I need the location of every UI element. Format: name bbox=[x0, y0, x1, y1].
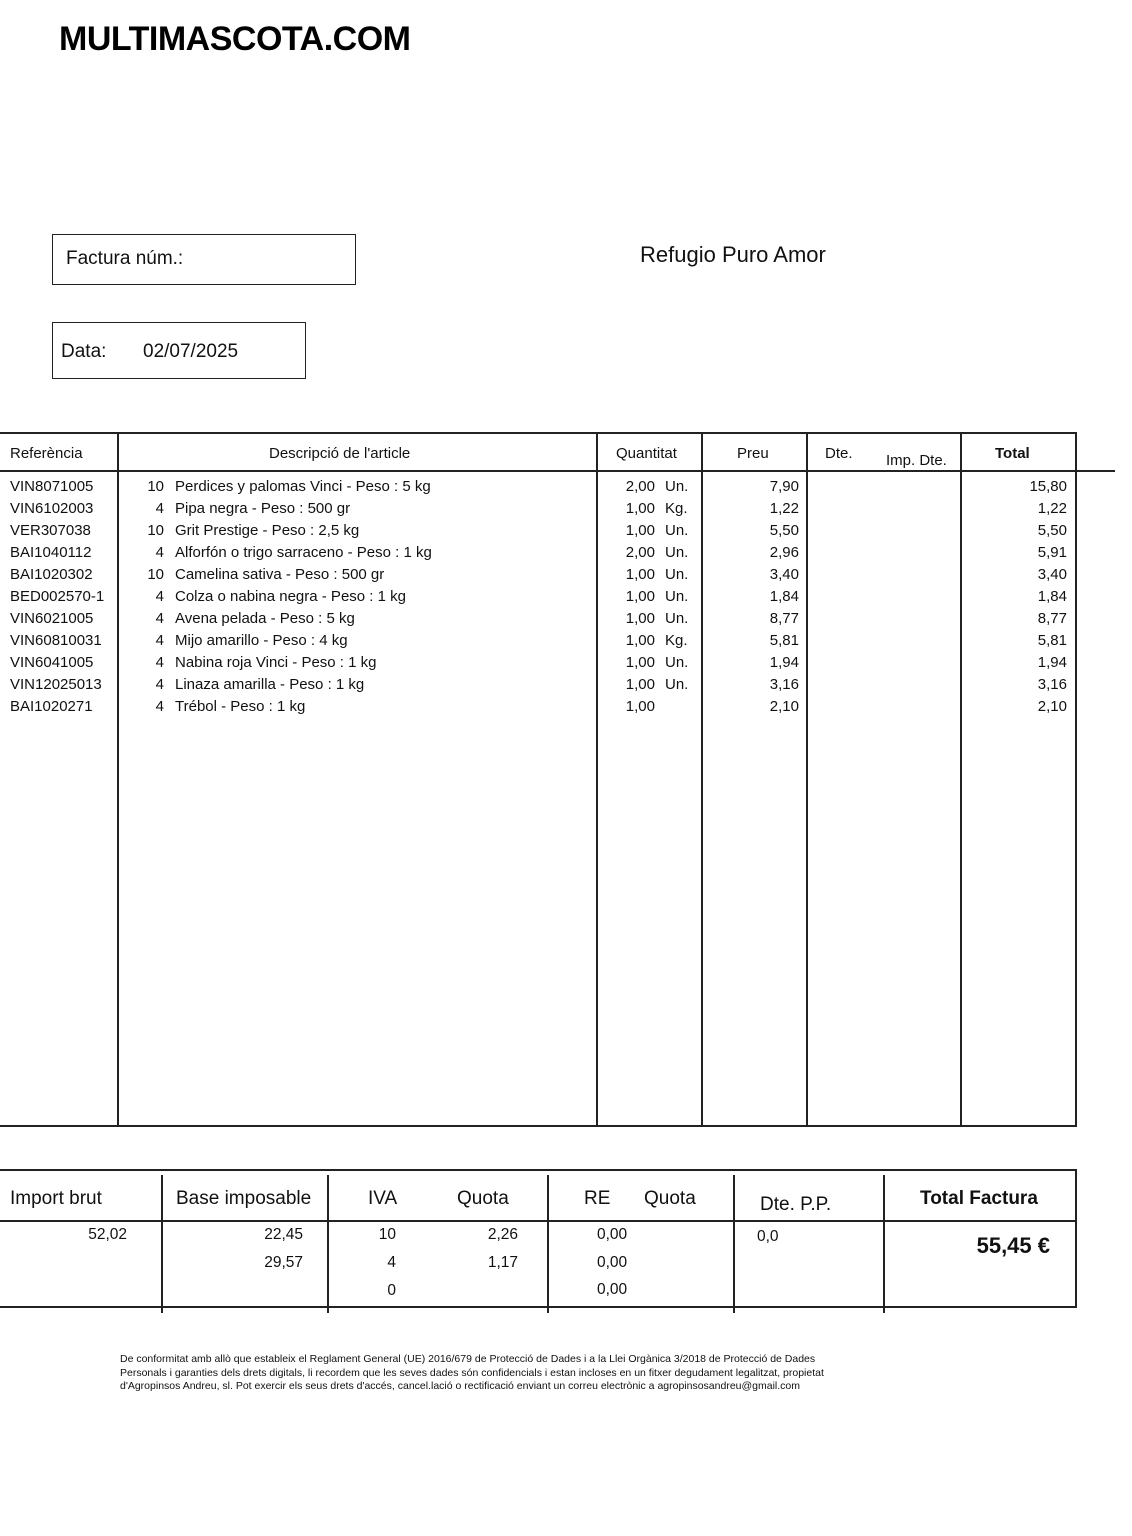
header-imp-dte: Imp. Dte. bbox=[886, 452, 947, 469]
row-iva: 4 bbox=[155, 544, 164, 561]
header-iva: IVA bbox=[368, 1188, 398, 1209]
row-price: 7,90 bbox=[769, 478, 799, 495]
row-total: 3,40 bbox=[1037, 566, 1067, 583]
row-unit: Kg. bbox=[665, 632, 688, 649]
quota-value-1: 2,26 bbox=[487, 1226, 518, 1243]
brand-title: MULTIMASCOTA.COM bbox=[59, 20, 411, 58]
row-desc: Mijo amarillo - Peso : 4 kg bbox=[175, 632, 348, 649]
iva-rate-3: 0 bbox=[387, 1282, 396, 1299]
row-ref: VIN60810031 bbox=[10, 632, 102, 649]
table-row bbox=[0, 654, 1077, 676]
table-row bbox=[0, 478, 1077, 500]
re-value-3: 0,00 bbox=[597, 1281, 628, 1298]
row-unit: Un. bbox=[665, 522, 689, 539]
legal-notice: De conformitat amb allò que estableix el Reglament General (UE) 2016/679 de Protecció de Dades i a la Llei Orgànica 3/2018 de Protecció de Dades Personals i garanties dels drets digitals, li recordem que les seves dades són confidencials i estan incloses en un fitxer degudament legalitzat, propietat d'Agropinsos Andreu, sl. Pot exercir els seus drets d'accés, cancel.lació o rectificació enviant un correu electrònic a agropinsosandreu@gmail.com bbox=[120, 1353, 824, 1392]
row-qty: 1,00 bbox=[625, 588, 655, 605]
row-iva: 4 bbox=[155, 676, 164, 693]
row-total: 1,84 bbox=[1037, 588, 1067, 605]
row-qty: 1,00 bbox=[625, 566, 655, 583]
header-total: Total bbox=[995, 445, 1030, 462]
header-base-imposable: Base imposable bbox=[176, 1188, 312, 1209]
row-desc: Linaza amarilla - Peso : 1 kg bbox=[175, 676, 365, 693]
row-desc: Pipa negra - Peso : 500 gr bbox=[175, 500, 351, 517]
base-value-1: 22,45 bbox=[264, 1226, 303, 1243]
row-qty: 1,00 bbox=[625, 698, 655, 715]
iva-rate-2: 4 bbox=[387, 1254, 396, 1271]
row-iva: 10 bbox=[147, 566, 164, 583]
header-re-quota: Quota bbox=[644, 1188, 696, 1209]
table-row bbox=[0, 632, 1077, 654]
row-unit: Un. bbox=[665, 676, 689, 693]
row-total: 5,81 bbox=[1037, 632, 1067, 649]
row-total: 5,50 bbox=[1037, 522, 1067, 539]
row-price: 1,84 bbox=[769, 588, 799, 605]
row-desc: Alforfón o trigo sarraceno - Peso : 1 kg bbox=[175, 544, 432, 561]
header-price: Preu bbox=[737, 445, 769, 462]
row-price: 3,40 bbox=[769, 566, 799, 583]
row-qty: 1,00 bbox=[625, 610, 655, 627]
row-iva: 4 bbox=[155, 500, 164, 517]
row-price: 5,50 bbox=[769, 522, 799, 539]
header-dte-pp: Dte. P.P. bbox=[760, 1194, 832, 1215]
row-ref: VIN6021005 bbox=[10, 610, 94, 627]
table-row bbox=[0, 522, 1077, 544]
row-price: 2,96 bbox=[769, 544, 799, 561]
row-qty: 2,00 bbox=[625, 544, 655, 561]
row-total: 5,91 bbox=[1037, 544, 1067, 561]
header-dte: Dte. bbox=[825, 445, 853, 462]
row-desc: Nabina roja Vinci - Peso : 1 kg bbox=[175, 654, 377, 671]
row-iva: 10 bbox=[147, 522, 164, 539]
invoice-date-box bbox=[52, 322, 306, 379]
row-ref: BAI1040112 bbox=[10, 544, 92, 561]
row-price: 5,81 bbox=[769, 632, 799, 649]
row-desc: Trébol - Peso : 1 kg bbox=[175, 698, 306, 715]
import-brut-value: 52,02 bbox=[88, 1226, 127, 1243]
row-unit: Un. bbox=[665, 610, 689, 627]
row-unit: Un. bbox=[665, 566, 689, 583]
total-factura-value: 55,45 € bbox=[976, 1233, 1050, 1258]
row-qty: 1,00 bbox=[625, 632, 655, 649]
header-re: RE bbox=[584, 1188, 611, 1209]
table-row bbox=[0, 698, 1077, 720]
table-row bbox=[0, 544, 1077, 566]
row-iva: 4 bbox=[155, 610, 164, 627]
row-iva: 4 bbox=[155, 632, 164, 649]
row-qty: 1,00 bbox=[625, 522, 655, 539]
row-ref: VIN6102003 bbox=[10, 500, 94, 517]
quota-value-2: 1,17 bbox=[487, 1254, 518, 1271]
row-unit: Un. bbox=[665, 478, 689, 495]
row-price: 2,10 bbox=[769, 698, 799, 715]
table-row bbox=[0, 566, 1077, 588]
invoice-date-label: Data: bbox=[61, 341, 107, 362]
invoice-number-box bbox=[52, 234, 356, 285]
row-total: 2,10 bbox=[1037, 698, 1067, 715]
header-qty: Quantitat bbox=[616, 445, 677, 462]
row-price: 3,16 bbox=[769, 676, 799, 693]
row-qty: 1,00 bbox=[625, 676, 655, 693]
row-qty: 2,00 bbox=[625, 478, 655, 495]
row-desc: Grit Prestige - Peso : 2,5 kg bbox=[175, 522, 360, 539]
row-desc: Avena pelada - Peso : 5 kg bbox=[175, 610, 355, 627]
row-total: 3,16 bbox=[1037, 676, 1067, 693]
row-ref: BAI1020302 bbox=[10, 566, 93, 583]
row-qty: 1,00 bbox=[625, 500, 655, 517]
row-qty: 1,00 bbox=[625, 654, 655, 671]
row-iva: 4 bbox=[155, 698, 164, 715]
row-price: 1,94 bbox=[769, 654, 799, 671]
row-ref: VIN12025013 bbox=[10, 676, 102, 693]
row-price: 1,22 bbox=[769, 500, 799, 517]
row-unit: Kg. bbox=[665, 500, 688, 517]
row-iva: 4 bbox=[155, 588, 164, 605]
invoice-number-label: Factura núm.: bbox=[66, 248, 184, 269]
row-price: 8,77 bbox=[769, 610, 799, 627]
re-value-1: 0,00 bbox=[597, 1226, 628, 1243]
table-row bbox=[0, 588, 1077, 610]
header-import-brut: Import brut bbox=[10, 1188, 102, 1209]
invoice-date-value: 02/07/2025 bbox=[143, 341, 239, 362]
row-ref: VIN8071005 bbox=[10, 478, 94, 495]
customer-name: Refugio Puro Amor bbox=[640, 242, 826, 267]
row-unit: Un. bbox=[665, 654, 689, 671]
base-value-2: 29,57 bbox=[264, 1254, 303, 1271]
re-value-2: 0,00 bbox=[597, 1254, 628, 1271]
row-iva: 10 bbox=[147, 478, 164, 495]
header-ref: Referència bbox=[10, 445, 83, 462]
row-ref: BED002570-1 bbox=[10, 588, 105, 605]
table-row bbox=[0, 500, 1077, 522]
row-total: 15,80 bbox=[1029, 478, 1067, 495]
row-ref: VER307038 bbox=[10, 522, 91, 539]
header-quota: Quota bbox=[457, 1188, 509, 1209]
row-total: 8,77 bbox=[1037, 610, 1067, 627]
row-ref: VIN6041005 bbox=[10, 654, 94, 671]
table-row bbox=[0, 676, 1077, 698]
row-iva: 4 bbox=[155, 654, 164, 671]
row-unit: Un. bbox=[665, 544, 689, 561]
row-total: 1,22 bbox=[1037, 500, 1067, 517]
table-row bbox=[0, 610, 1077, 632]
row-desc: Colza o nabina negra - Peso : 1 kg bbox=[175, 588, 406, 605]
iva-rate-1: 10 bbox=[378, 1226, 396, 1243]
row-total: 1,94 bbox=[1037, 654, 1067, 671]
row-desc: Perdices y palomas Vinci - Peso : 5 kg bbox=[175, 478, 431, 495]
header-desc: Descripció de l'article bbox=[269, 445, 411, 462]
row-desc: Camelina sativa - Peso : 500 gr bbox=[175, 566, 385, 583]
header-total-factura: Total Factura bbox=[920, 1188, 1038, 1209]
dte-pp-value: 0,0 bbox=[757, 1228, 779, 1245]
row-ref: BAI1020271 bbox=[10, 698, 93, 715]
row-unit: Un. bbox=[665, 588, 689, 605]
